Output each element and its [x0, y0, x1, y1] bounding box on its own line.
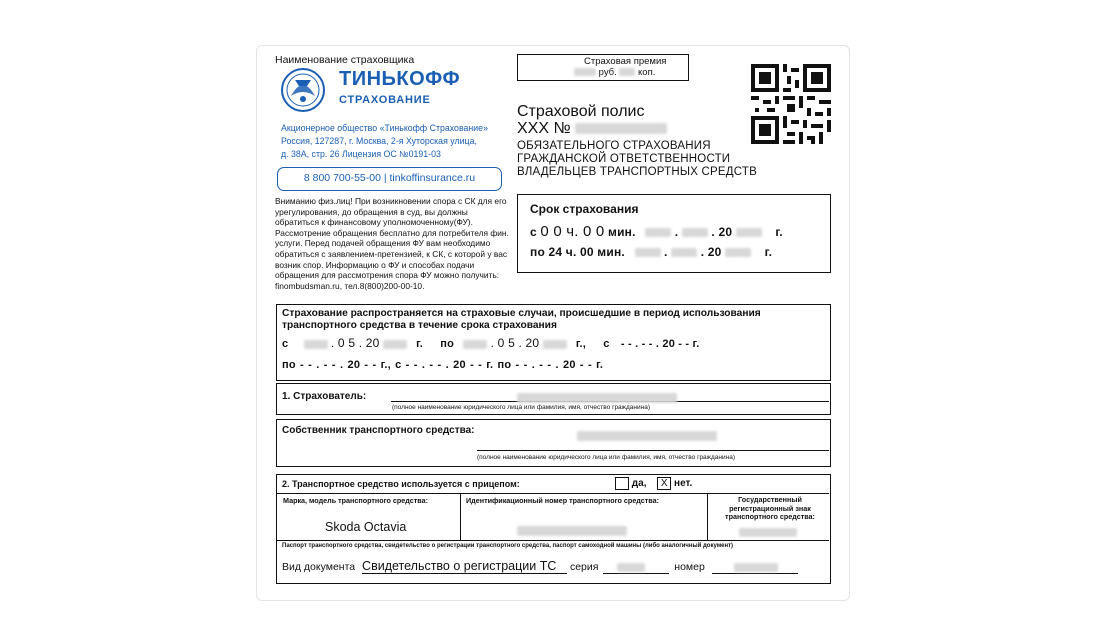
usage-period-box: [276, 304, 831, 381]
address-line: д. 38А, стр. 26 Лицензия ОС №0191-03: [281, 149, 441, 159]
kop-label: коп.: [638, 67, 656, 78]
owner-label: Собственник транспортного средства:: [282, 425, 475, 436]
consumer-notice: Вниманию физ.лиц! При возникновении спора с СК для его урегулирования, до обращения в суд, вы должны обратиться к финансовому уполномоченному(ФУ). Рассмотрение обращения бесплатно для потребителя фин. услуги. Перед подачей обращения ФУ вам необходимо обратиться с заявлением-претензией, к СК, с которой у вас возник спор. Информацию о ФУ и способах подачи обращения для рассмотрения спора ФУ можно получить: finombudsman.ru, тел.8(800)200-00-10.: [275, 196, 509, 291]
divider: [277, 540, 829, 541]
vehicle-box: [276, 474, 831, 584]
brand-name: ТИНЬКОФФ: [339, 68, 461, 90]
insurer-label: Наименование страховщика: [275, 54, 415, 66]
dot: .: [711, 225, 715, 239]
address-line: Россия, 127287, г. Москва, 2-я Хуторская улица,: [281, 136, 477, 146]
policy-document: [256, 45, 850, 601]
reg-label: Государственный регистрационный знак транспортного средства:: [725, 495, 815, 521]
tinkoff-emblem-icon: [277, 66, 329, 114]
term-title: Срок страхования: [530, 202, 639, 216]
from-time: 0 0 ч. 0 0: [540, 223, 605, 240]
to-text: по 24 ч. 00 мин.: [530, 245, 625, 259]
owner-underline: [477, 450, 829, 451]
insured-box: [276, 383, 831, 415]
trailer-no-label: нет.: [674, 478, 693, 490]
usage-title-line: Страхование распространяется на страховые случаи, происшедшие в период использования: [282, 308, 761, 319]
vin-value: [517, 522, 627, 540]
insured-hint: (полное наименование юридического лица или фамилия, имя, отчество гражданина): [392, 404, 651, 411]
year-suffix: г.: [764, 245, 773, 259]
row1-g: г.: [416, 338, 424, 350]
rub-label: руб.: [598, 67, 617, 78]
row1-date1: . 0 5 . 20: [330, 336, 380, 350]
policy-type-line: ОБЯЗАТЕЛЬНОГО СТРАХОВАНИЯ: [517, 140, 711, 152]
address-line: Акционерное общество «Тинькофф Страхование»: [281, 123, 488, 133]
row1-to: по: [440, 338, 455, 350]
vin-label: Идентификационный номер транспортного средства:: [466, 496, 660, 505]
doc-number-value: [712, 561, 798, 574]
owner-box: [276, 419, 831, 467]
dot: .: [700, 245, 705, 259]
brand-subtitle: СТРАХОВАНИЕ: [339, 94, 431, 106]
trailer-options: [615, 477, 692, 490]
dot: .: [664, 245, 668, 259]
from-prefix: с: [530, 225, 537, 239]
policy-type-line: ГРАЖДАНСКОЙ ОТВЕТСТВЕННОСТИ: [517, 153, 731, 165]
doc-type-value: Свидетельство о регистрации ТС: [362, 559, 567, 574]
year-suffix: г.: [775, 225, 783, 239]
make-value: Skoda Octavia: [325, 520, 407, 534]
policy-title: Страховой полис: [517, 103, 645, 120]
term-box: [517, 194, 831, 273]
divider: [277, 493, 829, 494]
usage-row-2: по - - . - - . 20 - - г., с - - . - - . 20 - - г. по - - . - - . 20 - - г.: [282, 359, 604, 371]
row1-empty-date: - - . - - . 20 - - г.: [620, 338, 700, 350]
contacts-box[interactable]: 8 800 700-55-00 | tinkoffinsurance.ru: [277, 167, 502, 191]
owner-hint: (полное наименование юридического лица или фамилия, имя, отчество гражданина): [477, 454, 736, 461]
trailer-label: 2. Транспортное средство используется с прицепом:: [282, 479, 520, 489]
row1-from: с: [282, 338, 289, 350]
usage-title: [282, 308, 761, 332]
year-prefix: 20: [718, 225, 733, 239]
row1-from2: с: [603, 338, 610, 350]
row1-date2: . 0 5 . 20: [490, 336, 540, 350]
qr-code-icon: [751, 64, 831, 144]
year-prefix: 20: [707, 245, 722, 259]
doc-series-label: серия: [569, 561, 599, 573]
policy-type: [517, 140, 757, 179]
term-to: [530, 245, 772, 259]
policy-type-line: ВЛАДЕЛЬЦЕВ ТРАНСПОРТНЫХ СРЕДСТВ: [517, 166, 757, 178]
usage-title-line: транспортного средства в течение срока страхования: [282, 320, 557, 331]
doc-row: [282, 559, 798, 574]
owner-value: [577, 427, 717, 445]
premium-amount: [574, 67, 655, 78]
trailer-no-checkbox[interactable]: X: [657, 477, 671, 490]
row1-g2: г.,: [575, 338, 587, 350]
divider: [707, 493, 708, 540]
docs-label: Паспорт транспортного средства, свидетельство о регистрации транспортного средства, паспорт самоходной машины (либо аналогичный документ): [282, 543, 734, 549]
doc-type-label: Вид документа: [282, 561, 356, 573]
insured-label: 1. Страхователь:: [282, 391, 367, 402]
policy-series: ХХХ №: [517, 120, 571, 137]
trailer-yes-label: да,: [631, 478, 647, 490]
doc-number-label: номер: [674, 561, 705, 573]
premium-label: Страховая премия: [584, 56, 667, 67]
divider: [460, 493, 461, 540]
from-min: мин.: [608, 225, 636, 239]
make-label: Марка, модель транспортного средства:: [283, 496, 429, 505]
insurer-address: [281, 122, 488, 161]
policy-number: [517, 120, 667, 138]
doc-series-value: [603, 561, 669, 574]
usage-row-1: [282, 336, 699, 350]
trailer-yes-checkbox[interactable]: [615, 477, 629, 490]
term-from: [530, 223, 783, 240]
premium-box: [517, 54, 689, 81]
dot: .: [674, 225, 679, 239]
